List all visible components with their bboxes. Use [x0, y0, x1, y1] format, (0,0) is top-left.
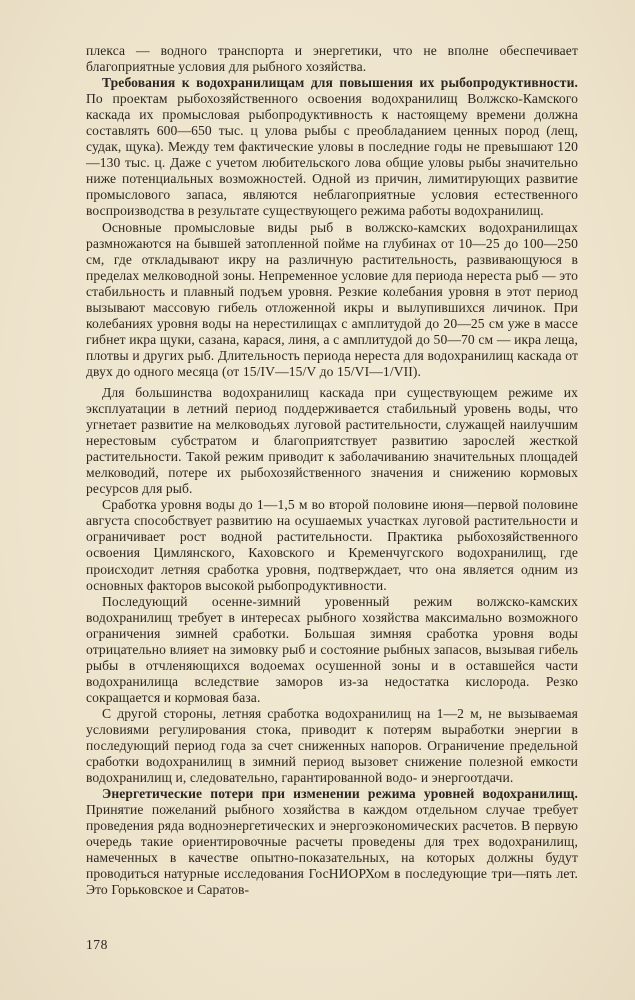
paragraph-1: плекса — водного транспорта и энергетики, что не вполне обеспечивает благоприятные условия для рыбного хозяйства.	[86, 43, 578, 75]
paragraph-8-text: Принятие пожеланий рыбного хозяйства в каждом отдельном случае требует проведения ряда водноэнергетических и энергоэкономических расчетов. В первую очередь такие ориентировочные расчеты проведены для трех водохранилищ, намеченных в качестве опытно-показательных, на которых должны будут проводиться натурные исследования ГосНИОРХом в последующие три—пять лет. Это Горьковское и Саратов-	[86, 802, 578, 898]
section-heading-requirements: Требования к водохранилищам для повышения их рыбопродуктивности.	[102, 75, 578, 91]
paragraph-2	[86, 75, 578, 219]
paragraph-6: Последующий осенне-зимний уровенный режим волжско-камских водохранилищ требует в интересах рыбного хозяйства максимально возможного ограничения зимней сработки. Большая зимняя сработка уровня воды отрицательно влияет на зимовку рыб и состояние рыбных запасов, вызывая гибель рыбы в отчленяющихся водоемах осушенной зоны и в оставшейся части водохранилища вследствие заморов из-за недостатка кислорода. Резко сокращается и кормовая база.	[86, 593, 578, 705]
paragraph-2-text: По проектам рыбохозяйственного освоения водохранилищ Волжско-Камского каскада их промысловая рыбопродуктивность к настоящему времени должна составлять 600—650 тыс. ц улова рыбы с преобладанием ценных пород (лещ, судак, щука). Между тем фактические уловы в последние годы не превышают 120—130 тыс. ц. Даже с учетом любительского лова общие уловы рыбы значительно ниже потенциальных возможностей. Одной из причин, лимитирующих развитие промыслового запаса, являются неблагоприятные условия естественного воспроизводства в результате существующего режима работы водохранилищ.	[86, 91, 578, 219]
page-number: 178	[86, 937, 108, 952]
paragraph-8	[86, 786, 578, 898]
body-text	[86, 43, 578, 898]
paragraph-7: С другой стороны, летняя сработка водохранилищ на 1—2 м, не вызываемая условиями регулирования стока, приводит к потерям выработки энергии в последующий период года за счет сниженных напоров. Ограничение предельной сработки водохранилищ в зимний период вызовет снижение полезной емкости водохранилищ и, следовательно, гарантированной водо- и энергоотдачи.	[86, 705, 578, 786]
section-heading-energy-losses: Энергетические потери при изменении режима уровней водохранилищ.	[102, 786, 578, 802]
paragraph-3: Основные промысловые виды рыб в волжско-камских водохранилищах размножаются на бывшей затопленной пойме на глубинах от 10—25 до 100—250 см, где откладывают икру на различную растительность, развивающуюся в пределах мелководной зоны. Непременное условие для периода нереста рыб — это стабильность и плавный подъем уровня. Резкие колебания уровня в этот период вызывают массовую гибель отложенной икры и вылупившихся личинок. При колебаниях уровня воды на нерестилищах с амплитудой до 20—25 см уже в массе гибнет икра щуки, сазана, карася, линя, а с амплитудой до 50—70 см — икра леща, плотвы и других рыб. Длительность периода нереста для водохранилищ каскада от двух до одного месяца (от 15/IV—15/V до 15/VI—1/VII).	[86, 219, 578, 379]
paragraph-5: Сработка уровня воды до 1—1,5 м во второй половине июня—первой половине августа способствует развитию на осушаемых участках луговой растительности и ограничивает рост водной растительности. Практика рыбохозяйственного освоения Цимлянского, Каховского и Кременчугского водохранилищ, где происходит летняя сработка уровня, подтверждает, что она является одним из основных факторов высокой рыбопродуктивности.	[86, 497, 578, 593]
paragraph-4: Для большинства водохранилищ каскада при существующем режиме их эксплуатации в летний период поддерживается стабильный уровень воды, что угнетает развитие на мелководьях луговой растительности, служащей наилучшим нерестовым субстратом и благоприятствует развитию зарослей жесткой растительности. Такой режим приводит к заболачиванию значительных площадей мелководий, потере их рыбохозяйственного значения и снижению кормовых ресурсов для рыб.	[86, 384, 578, 497]
